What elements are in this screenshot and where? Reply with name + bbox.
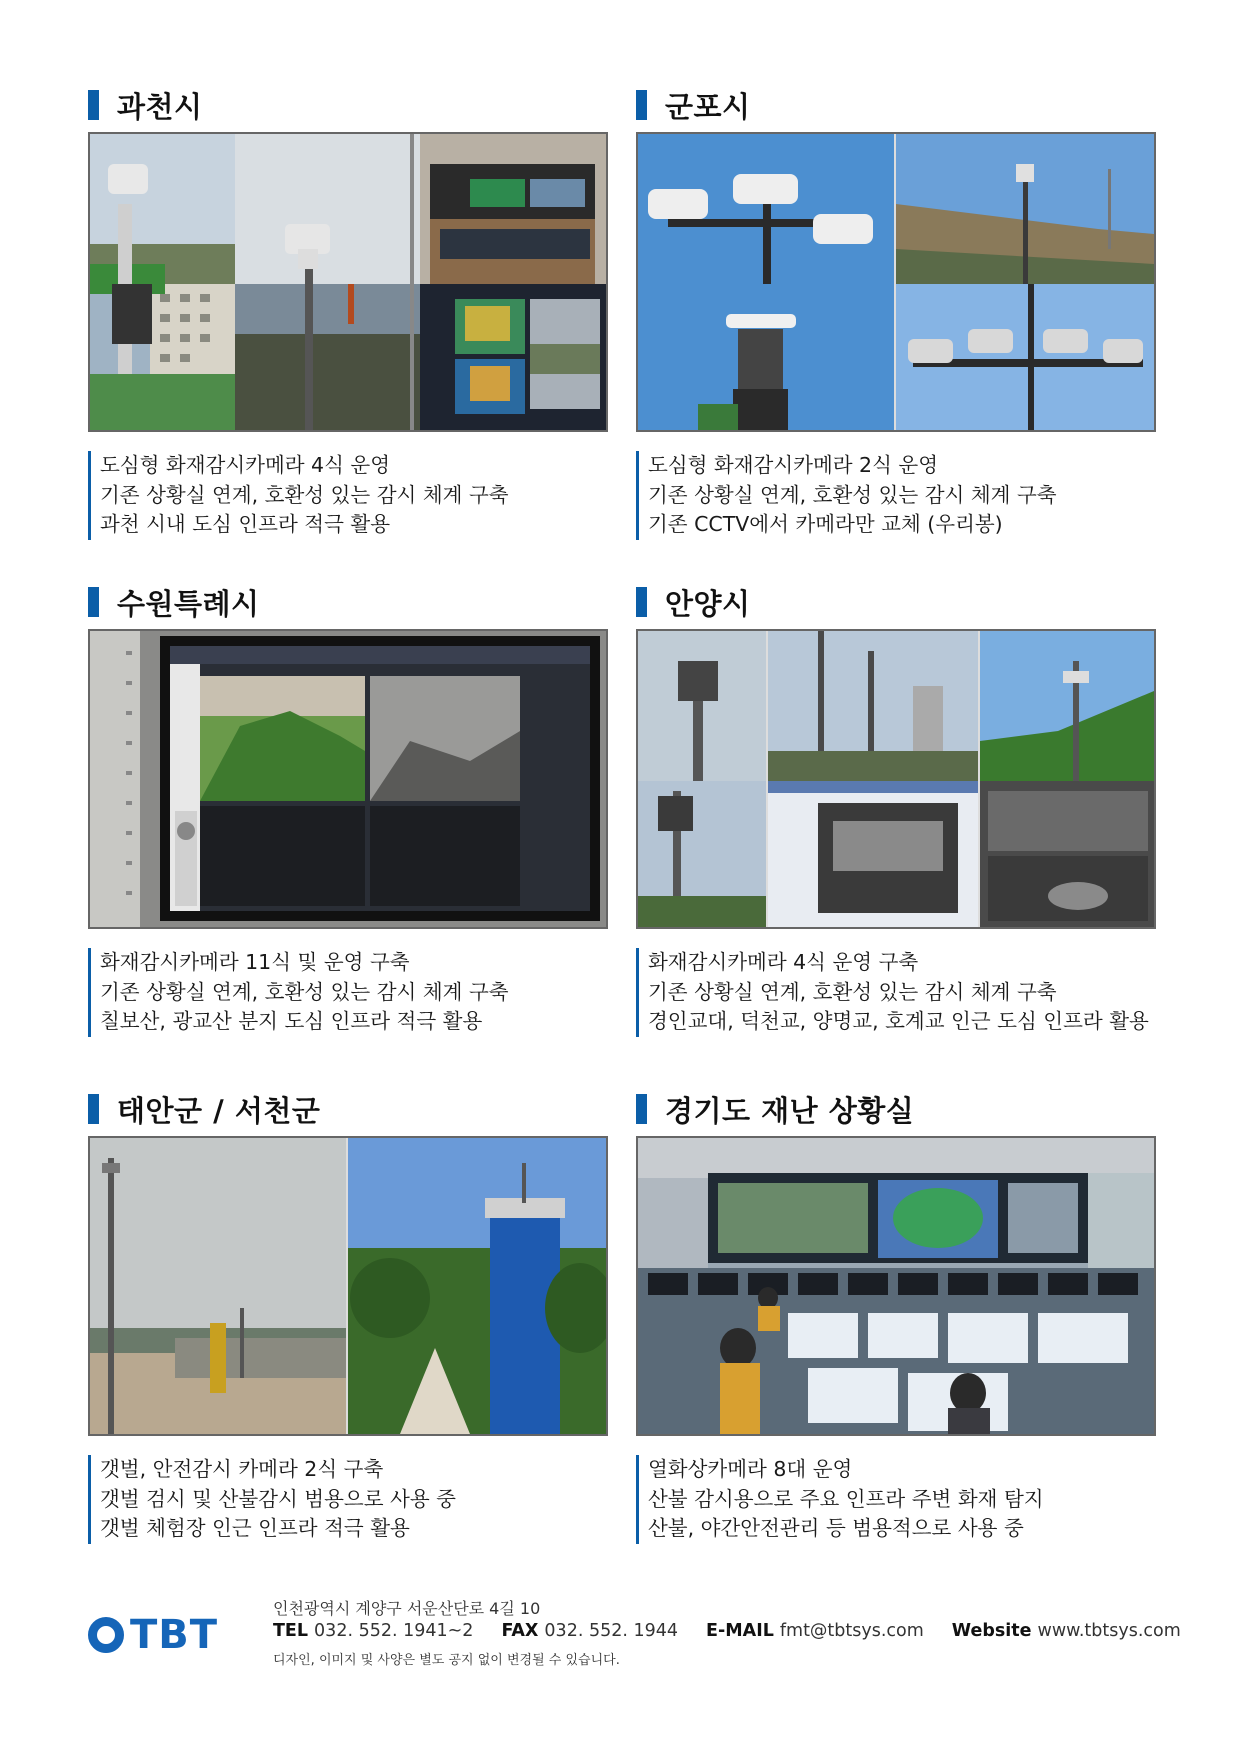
tel-value: 032. 552. 1941~2 — [314, 1621, 474, 1641]
photo-collage — [636, 1136, 1156, 1436]
description-line: 기존 CCTV에서 카메라만 교체 (우리봉) — [648, 512, 1003, 536]
title-marker — [636, 90, 647, 120]
footer — [88, 1594, 1181, 1674]
description-line: 경인교대, 덕천교, 양명교, 호계교 인근 도심 인프라 활용 — [648, 1009, 1149, 1033]
description-line: 도심형 화재감시카메라 4식 운영 — [100, 453, 391, 477]
website-label: Website — [951, 1621, 1032, 1641]
email-label: E-MAIL — [706, 1621, 774, 1641]
description-line: 산불 감시용으로 주요 인프라 주변 화재 탐지 — [648, 1486, 1044, 1511]
fax-label: FAX — [501, 1621, 539, 1641]
logo-text: TBT — [130, 1612, 219, 1658]
description-line: 기존 상황실 연계, 호환성 있는 감시 체계 구축 — [648, 979, 1057, 1004]
description — [636, 1455, 1044, 1544]
description — [636, 948, 1149, 1037]
section-title-text: 과천시 — [117, 89, 203, 124]
email[interactable] — [706, 1621, 924, 1641]
photo-collage — [88, 629, 608, 929]
section-gwacheon — [88, 85, 608, 536]
description-line: 갯벌 체험장 인근 인프라 적극 활용 — [100, 1516, 410, 1540]
fax — [501, 1621, 678, 1641]
website[interactable] — [952, 1621, 1181, 1641]
description-line: 과천 시내 도심 인프라 적극 활용 — [100, 512, 391, 536]
section-title — [88, 582, 608, 622]
photo-collage — [88, 132, 608, 432]
description-line: 열화상카메라 8대 운영 — [648, 1457, 853, 1481]
description — [636, 451, 1057, 540]
description-line: 갯벌, 안전감시 카메라 2식 구축 — [100, 1457, 384, 1481]
section-title-text: 군포시 — [665, 89, 751, 124]
photo-collage — [636, 629, 1156, 929]
section-title — [636, 85, 1156, 125]
section-title-text: 안양시 — [665, 586, 751, 621]
section-title — [636, 582, 1156, 622]
description — [88, 451, 509, 540]
logo-ring-icon — [88, 1617, 124, 1653]
section-gunpo — [636, 85, 1156, 536]
tel-label: TEL — [273, 1621, 309, 1641]
description-line: 기존 상황실 연계, 호환성 있는 감시 체계 구축 — [648, 482, 1057, 507]
title-marker — [88, 587, 99, 617]
section-title — [88, 1089, 608, 1129]
photo-collage — [88, 1136, 608, 1436]
title-marker — [88, 1094, 99, 1124]
email-link[interactable]: fmt@tbtsys.com — [779, 1621, 924, 1641]
fax-value: 032. 552. 1944 — [544, 1621, 679, 1641]
company-address: 인천광역시 계양구 서운산단로 4길 10 — [273, 1599, 541, 1618]
section-suwon — [88, 582, 608, 1033]
contact-row — [273, 1621, 1181, 1641]
title-marker — [636, 1094, 647, 1124]
section-gyeonggi-disaster-room — [636, 1089, 1156, 1540]
title-marker — [636, 587, 647, 617]
description-line: 화재감시카메라 4식 운영 구축 — [648, 950, 919, 974]
section-title-text: 태안군 / 서천군 — [117, 1093, 321, 1128]
description-line: 기존 상황실 연계, 호환성 있는 감시 체계 구축 — [100, 979, 509, 1004]
website-link[interactable]: www.tbtsys.com — [1037, 1621, 1181, 1641]
section-title — [88, 85, 608, 125]
section-taean-seocheon — [88, 1089, 608, 1540]
title-marker — [88, 90, 99, 120]
section-title-text: 경기도 재난 상황실 — [665, 1093, 915, 1128]
description — [88, 948, 509, 1037]
description-line: 산불, 야간안전관리 등 범용적으로 사용 중 — [648, 1516, 1024, 1540]
description-line: 칠보산, 광교산 분지 도심 인프라 적극 활용 — [100, 1009, 483, 1033]
description-line: 갯벌 검시 및 산불감시 범용으로 사용 중 — [100, 1486, 456, 1511]
description — [88, 1455, 456, 1544]
section-anyang — [636, 582, 1156, 1033]
company-logo — [88, 1612, 218, 1658]
disclaimer-note: 디자인, 이미지 및 사양은 별도 공지 없이 변경될 수 있습니다. — [273, 1653, 620, 1668]
tel — [273, 1621, 473, 1641]
description-line: 화재감시카메라 11식 및 운영 구축 — [100, 950, 410, 974]
section-title-text: 수원특례시 — [117, 586, 260, 621]
section-title — [636, 1089, 1156, 1129]
description-line: 도심형 화재감시카메라 2식 운영 — [648, 453, 939, 477]
photo-collage — [636, 132, 1156, 432]
description-line: 기존 상황실 연계, 호환성 있는 감시 체계 구축 — [100, 482, 509, 507]
